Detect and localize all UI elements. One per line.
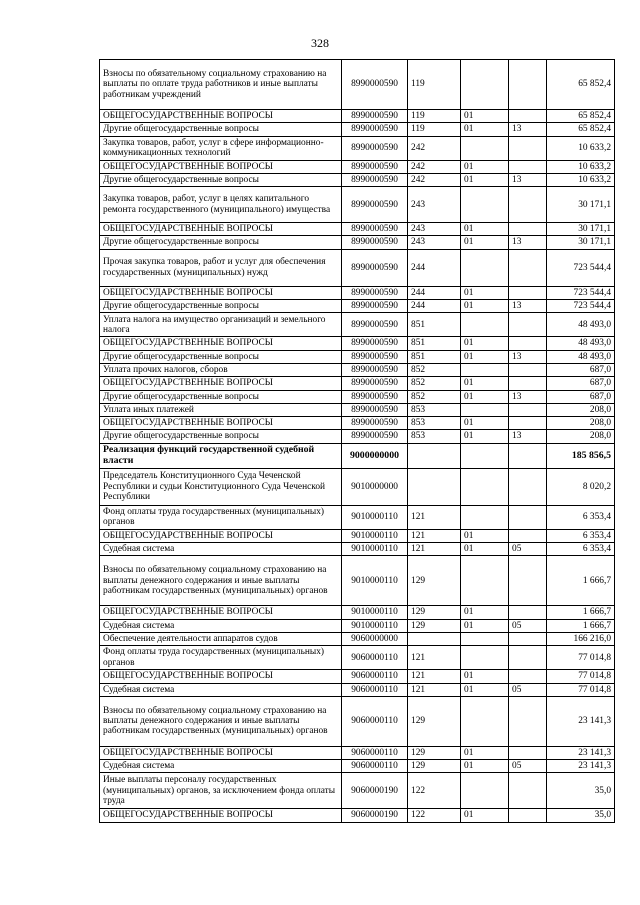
cell-target-code: 9060000110	[342, 760, 408, 773]
table-row	[100, 773, 615, 809]
cell-subsection	[509, 773, 547, 809]
table-row	[100, 286, 615, 299]
cell-expense-type: 122	[408, 809, 461, 822]
budget-table-body	[100, 60, 615, 823]
cell-section	[461, 60, 509, 110]
cell-target-code: 8990000590	[342, 417, 408, 430]
cell-target-code: 9000000000	[342, 443, 408, 468]
cell-amount: 1 666,7	[547, 606, 615, 619]
cell-target-code: 8990000590	[342, 390, 408, 403]
cell-subsection	[509, 403, 547, 416]
cell-amount: 6 353,4	[547, 505, 615, 529]
cell-subsection	[509, 417, 547, 430]
cell-target-code: 8990000590	[342, 60, 408, 110]
cell-subsection: 13	[509, 390, 547, 403]
cell-amount: 6 353,4	[547, 543, 615, 556]
cell-target-code: 9060000110	[342, 746, 408, 759]
cell-name: Другие общегосударственные вопросы	[100, 173, 342, 186]
cell-subsection	[509, 187, 547, 223]
cell-subsection	[509, 313, 547, 337]
cell-expense-type: 243	[408, 236, 461, 249]
cell-section	[461, 249, 509, 286]
cell-name: ОБЩЕГОСУДАРСТВЕННЫЕ ВОПРОСЫ	[100, 670, 342, 683]
cell-target-code: 8990000590	[342, 110, 408, 123]
cell-amount: 35,0	[547, 773, 615, 809]
cell-name: Судебная система	[100, 683, 342, 696]
cell-target-code: 9010000110	[342, 619, 408, 632]
cell-amount: 30 171,1	[547, 187, 615, 223]
cell-target-code: 8990000590	[342, 249, 408, 286]
cell-expense-type: 853	[408, 430, 461, 443]
cell-section: 01	[461, 390, 509, 403]
cell-expense-type: 129	[408, 746, 461, 759]
table-row	[100, 556, 615, 606]
table-row	[100, 632, 615, 645]
cell-name: ОБЩЕГОСУДАРСТВЕННЫЕ ВОПРОСЫ	[100, 337, 342, 350]
cell-name: Взносы по обязательному социальному страхованию на выплаты по оплате труда работников и иные выплаты работникам учреждений	[100, 60, 342, 110]
cell-section: 01	[461, 223, 509, 236]
cell-target-code: 8990000590	[342, 430, 408, 443]
cell-target-code: 9060000110	[342, 683, 408, 696]
cell-name: Судебная система	[100, 619, 342, 632]
cell-target-code: 9060000190	[342, 773, 408, 809]
cell-expense-type: 242	[408, 136, 461, 160]
cell-amount: 687,0	[547, 363, 615, 376]
table-row	[100, 173, 615, 186]
cell-section: 01	[461, 286, 509, 299]
cell-subsection: 13	[509, 173, 547, 186]
cell-name: Другие общегосударственные вопросы	[100, 123, 342, 136]
table-row	[100, 363, 615, 376]
cell-expense-type: 121	[408, 529, 461, 542]
cell-section: 01	[461, 809, 509, 822]
cell-target-code: 8990000590	[342, 363, 408, 376]
cell-section: 01	[461, 173, 509, 186]
cell-target-code: 9060000110	[342, 696, 408, 746]
cell-expense-type: 243	[408, 223, 461, 236]
cell-expense-type: 129	[408, 696, 461, 746]
cell-name: Взносы по обязательному социальному страхованию на выплаты денежного содержания и иные выплаты работникам государственных (муниципальных) органов	[100, 696, 342, 746]
cell-section: 01	[461, 300, 509, 313]
cell-subsection	[509, 136, 547, 160]
cell-expense-type: 121	[408, 543, 461, 556]
cell-expense-type	[408, 443, 461, 468]
cell-amount: 48 493,0	[547, 350, 615, 363]
table-row	[100, 136, 615, 160]
cell-name: Взносы по обязательному социальному страхованию на выплаты денежного содержания и иные выплаты работникам государственных (муниципальных) органов	[100, 556, 342, 606]
cell-target-code: 9010000000	[342, 468, 408, 505]
cell-subsection	[509, 286, 547, 299]
cell-name: Иные выплаты персоналу государственных (муниципальных) органов, за исключением фонда оплаты труда	[100, 773, 342, 809]
cell-expense-type: 244	[408, 300, 461, 313]
cell-expense-type: 121	[408, 505, 461, 529]
cell-expense-type: 243	[408, 187, 461, 223]
cell-amount: 723 544,4	[547, 300, 615, 313]
table-row	[100, 683, 615, 696]
cell-amount: 65 852,4	[547, 110, 615, 123]
cell-amount: 1 666,7	[547, 619, 615, 632]
table-row	[100, 417, 615, 430]
table-row	[100, 670, 615, 683]
cell-target-code: 9060000000	[342, 632, 408, 645]
cell-name: ОБЩЕГОСУДАРСТВЕННЫЕ ВОПРОСЫ	[100, 417, 342, 430]
cell-target-code: 9060000190	[342, 809, 408, 822]
cell-amount: 10 633,2	[547, 136, 615, 160]
table-row	[100, 110, 615, 123]
cell-subsection: 13	[509, 350, 547, 363]
cell-name: ОБЩЕГОСУДАРСТВЕННЫЕ ВОПРОСЫ	[100, 223, 342, 236]
table-row	[100, 543, 615, 556]
cell-section: 01	[461, 606, 509, 619]
cell-subsection	[509, 443, 547, 468]
cell-expense-type: 129	[408, 606, 461, 619]
cell-section: 01	[461, 417, 509, 430]
cell-section: 01	[461, 377, 509, 390]
cell-subsection: 05	[509, 683, 547, 696]
cell-name: Другие общегосударственные вопросы	[100, 300, 342, 313]
cell-target-code: 8990000590	[342, 286, 408, 299]
cell-name: ОБЩЕГОСУДАРСТВЕННЫЕ ВОПРОСЫ	[100, 377, 342, 390]
cell-amount: 77 014,8	[547, 646, 615, 670]
cell-section: 01	[461, 337, 509, 350]
cell-subsection	[509, 529, 547, 542]
cell-name: Фонд оплаты труда государственных (муниципальных) органов	[100, 505, 342, 529]
cell-subsection: 05	[509, 543, 547, 556]
cell-section	[461, 136, 509, 160]
cell-section	[461, 468, 509, 505]
cell-subsection: 05	[509, 619, 547, 632]
cell-expense-type: 851	[408, 313, 461, 337]
cell-name: Другие общегосударственные вопросы	[100, 390, 342, 403]
cell-section: 01	[461, 543, 509, 556]
cell-target-code: 8990000590	[342, 160, 408, 173]
cell-expense-type: 853	[408, 417, 461, 430]
cell-amount: 687,0	[547, 377, 615, 390]
cell-name: Другие общегосударственные вопросы	[100, 236, 342, 249]
cell-target-code: 9060000110	[342, 646, 408, 670]
cell-target-code: 9010000110	[342, 529, 408, 542]
cell-target-code: 8990000590	[342, 313, 408, 337]
cell-section	[461, 403, 509, 416]
cell-amount: 65 852,4	[547, 123, 615, 136]
table-row	[100, 187, 615, 223]
cell-subsection	[509, 377, 547, 390]
cell-name: Уплата прочих налогов, сборов	[100, 363, 342, 376]
cell-expense-type: 129	[408, 619, 461, 632]
cell-amount: 723 544,4	[547, 286, 615, 299]
cell-subsection	[509, 632, 547, 645]
cell-subsection: 13	[509, 430, 547, 443]
cell-target-code: 9010000110	[342, 556, 408, 606]
table-row	[100, 606, 615, 619]
cell-section	[461, 443, 509, 468]
cell-amount: 6 353,4	[547, 529, 615, 542]
cell-name: Реализация функций государственной судебной власти	[100, 443, 342, 468]
cell-target-code: 9010000110	[342, 505, 408, 529]
cell-expense-type: 122	[408, 773, 461, 809]
cell-name: Фонд оплаты труда государственных (муниципальных) органов	[100, 646, 342, 670]
cell-section	[461, 363, 509, 376]
cell-amount: 23 141,3	[547, 696, 615, 746]
table-row	[100, 60, 615, 110]
cell-subsection	[509, 223, 547, 236]
table-row	[100, 377, 615, 390]
cell-section: 01	[461, 619, 509, 632]
cell-section: 01	[461, 529, 509, 542]
cell-subsection: 13	[509, 300, 547, 313]
cell-section	[461, 696, 509, 746]
cell-expense-type: 851	[408, 337, 461, 350]
cell-subsection	[509, 606, 547, 619]
table-row	[100, 760, 615, 773]
cell-expense-type: 121	[408, 670, 461, 683]
cell-name: Прочая закупка товаров, работ и услуг для обеспечения государственных (муниципальных) нужд	[100, 249, 342, 286]
cell-expense-type: 244	[408, 249, 461, 286]
budget-table	[99, 59, 615, 823]
cell-section: 01	[461, 123, 509, 136]
cell-section	[461, 773, 509, 809]
table-row	[100, 646, 615, 670]
cell-section	[461, 646, 509, 670]
cell-amount: 723 544,4	[547, 249, 615, 286]
cell-expense-type: 242	[408, 160, 461, 173]
cell-expense-type	[408, 468, 461, 505]
cell-target-code: 8990000590	[342, 350, 408, 363]
cell-expense-type: 121	[408, 646, 461, 670]
cell-amount: 48 493,0	[547, 313, 615, 337]
table-row	[100, 468, 615, 505]
cell-expense-type: 119	[408, 123, 461, 136]
cell-target-code: 9060000110	[342, 670, 408, 683]
cell-name: Закупка товаров, работ, услуг в целях капитального ремонта государственного (муниципального) имущества	[100, 187, 342, 223]
cell-name: ОБЩЕГОСУДАРСТВЕННЫЕ ВОПРОСЫ	[100, 529, 342, 542]
cell-amount: 208,0	[547, 417, 615, 430]
cell-name: Судебная система	[100, 760, 342, 773]
cell-expense-type: 851	[408, 350, 461, 363]
cell-section: 01	[461, 110, 509, 123]
cell-amount: 30 171,1	[547, 236, 615, 249]
cell-target-code: 8990000590	[342, 173, 408, 186]
cell-name: Другие общегосударственные вопросы	[100, 350, 342, 363]
cell-section: 01	[461, 683, 509, 696]
cell-name: ОБЩЕГОСУДАРСТВЕННЫЕ ВОПРОСЫ	[100, 746, 342, 759]
cell-subsection: 05	[509, 760, 547, 773]
cell-section	[461, 313, 509, 337]
cell-amount: 77 014,8	[547, 683, 615, 696]
cell-name: ОБЩЕГОСУДАРСТВЕННЫЕ ВОПРОСЫ	[100, 160, 342, 173]
cell-amount: 687,0	[547, 390, 615, 403]
cell-expense-type: 119	[408, 60, 461, 110]
cell-section	[461, 505, 509, 529]
cell-amount: 23 141,3	[547, 760, 615, 773]
cell-target-code: 8990000590	[342, 187, 408, 223]
cell-amount: 1 666,7	[547, 556, 615, 606]
cell-name: Уплата налога на имущество организаций и земельного налога	[100, 313, 342, 337]
cell-amount: 185 856,5	[547, 443, 615, 468]
cell-target-code: 8990000590	[342, 377, 408, 390]
cell-section	[461, 187, 509, 223]
cell-amount: 208,0	[547, 403, 615, 416]
cell-subsection	[509, 809, 547, 822]
cell-target-code: 8990000590	[342, 337, 408, 350]
table-row	[100, 430, 615, 443]
cell-amount: 10 633,2	[547, 173, 615, 186]
cell-expense-type: 244	[408, 286, 461, 299]
table-row	[100, 337, 615, 350]
cell-expense-type: 852	[408, 363, 461, 376]
table-row	[100, 160, 615, 173]
cell-subsection	[509, 337, 547, 350]
cell-subsection	[509, 670, 547, 683]
cell-name: Закупка товаров, работ, услуг в сфере информационно-коммуникационных технологий	[100, 136, 342, 160]
cell-section: 01	[461, 350, 509, 363]
cell-section: 01	[461, 746, 509, 759]
table-row	[100, 236, 615, 249]
cell-expense-type: 129	[408, 556, 461, 606]
table-row	[100, 313, 615, 337]
cell-name: ОБЩЕГОСУДАРСТВЕННЫЕ ВОПРОСЫ	[100, 286, 342, 299]
cell-name: ОБЩЕГОСУДАРСТВЕННЫЕ ВОПРОСЫ	[100, 606, 342, 619]
cell-subsection	[509, 556, 547, 606]
cell-section: 01	[461, 236, 509, 249]
cell-expense-type	[408, 632, 461, 645]
cell-subsection	[509, 160, 547, 173]
cell-target-code: 8990000590	[342, 223, 408, 236]
table-row	[100, 123, 615, 136]
cell-subsection	[509, 110, 547, 123]
table-row	[100, 529, 615, 542]
cell-section	[461, 632, 509, 645]
cell-name: Другие общегосударственные вопросы	[100, 430, 342, 443]
cell-expense-type: 129	[408, 760, 461, 773]
cell-amount: 65 852,4	[547, 60, 615, 110]
cell-amount: 77 014,8	[547, 670, 615, 683]
cell-section: 01	[461, 430, 509, 443]
cell-target-code: 8990000590	[342, 236, 408, 249]
cell-target-code: 9010000110	[342, 543, 408, 556]
table-row	[100, 223, 615, 236]
cell-expense-type: 119	[408, 110, 461, 123]
cell-amount: 23 141,3	[547, 746, 615, 759]
table-row	[100, 696, 615, 746]
cell-target-code: 9010000110	[342, 606, 408, 619]
cell-subsection	[509, 60, 547, 110]
page-number: 328	[311, 36, 329, 50]
cell-section: 01	[461, 670, 509, 683]
cell-expense-type: 242	[408, 173, 461, 186]
cell-section: 01	[461, 760, 509, 773]
cell-target-code: 8990000590	[342, 123, 408, 136]
cell-subsection	[509, 468, 547, 505]
table-row	[100, 350, 615, 363]
cell-section	[461, 556, 509, 606]
cell-section: 01	[461, 160, 509, 173]
cell-amount: 30 171,1	[547, 223, 615, 236]
cell-subsection	[509, 646, 547, 670]
table-row	[100, 249, 615, 286]
cell-name: ОБЩЕГОСУДАРСТВЕННЫЕ ВОПРОСЫ	[100, 809, 342, 822]
table-row	[100, 746, 615, 759]
cell-amount: 8 020,2	[547, 468, 615, 505]
cell-name: ОБЩЕГОСУДАРСТВЕННЫЕ ВОПРОСЫ	[100, 110, 342, 123]
cell-amount: 208,0	[547, 430, 615, 443]
cell-amount: 48 493,0	[547, 337, 615, 350]
table-row	[100, 403, 615, 416]
cell-subsection	[509, 505, 547, 529]
cell-amount: 35,0	[547, 809, 615, 822]
cell-target-code: 8990000590	[342, 136, 408, 160]
cell-subsection: 13	[509, 236, 547, 249]
table-row	[100, 505, 615, 529]
cell-name: Председатель Конституционного Суда Чеченской Республики и судьи Конституционного Суда Чеченской Республики	[100, 468, 342, 505]
table-row	[100, 390, 615, 403]
cell-expense-type: 852	[408, 390, 461, 403]
cell-amount: 10 633,2	[547, 160, 615, 173]
cell-subsection: 13	[509, 123, 547, 136]
table-row	[100, 300, 615, 313]
cell-expense-type: 121	[408, 683, 461, 696]
table-row	[100, 809, 615, 822]
cell-expense-type: 853	[408, 403, 461, 416]
cell-subsection	[509, 696, 547, 746]
table-row	[100, 443, 615, 468]
table-row	[100, 619, 615, 632]
cell-name: Судебная система	[100, 543, 342, 556]
cell-name: Обеспечение деятельности аппаратов судов	[100, 632, 342, 645]
cell-amount: 166 216,0	[547, 632, 615, 645]
cell-name: Уплата иных платежей	[100, 403, 342, 416]
cell-expense-type: 852	[408, 377, 461, 390]
cell-subsection	[509, 363, 547, 376]
cell-target-code: 8990000590	[342, 403, 408, 416]
cell-target-code: 8990000590	[342, 300, 408, 313]
cell-subsection	[509, 746, 547, 759]
cell-subsection	[509, 249, 547, 286]
